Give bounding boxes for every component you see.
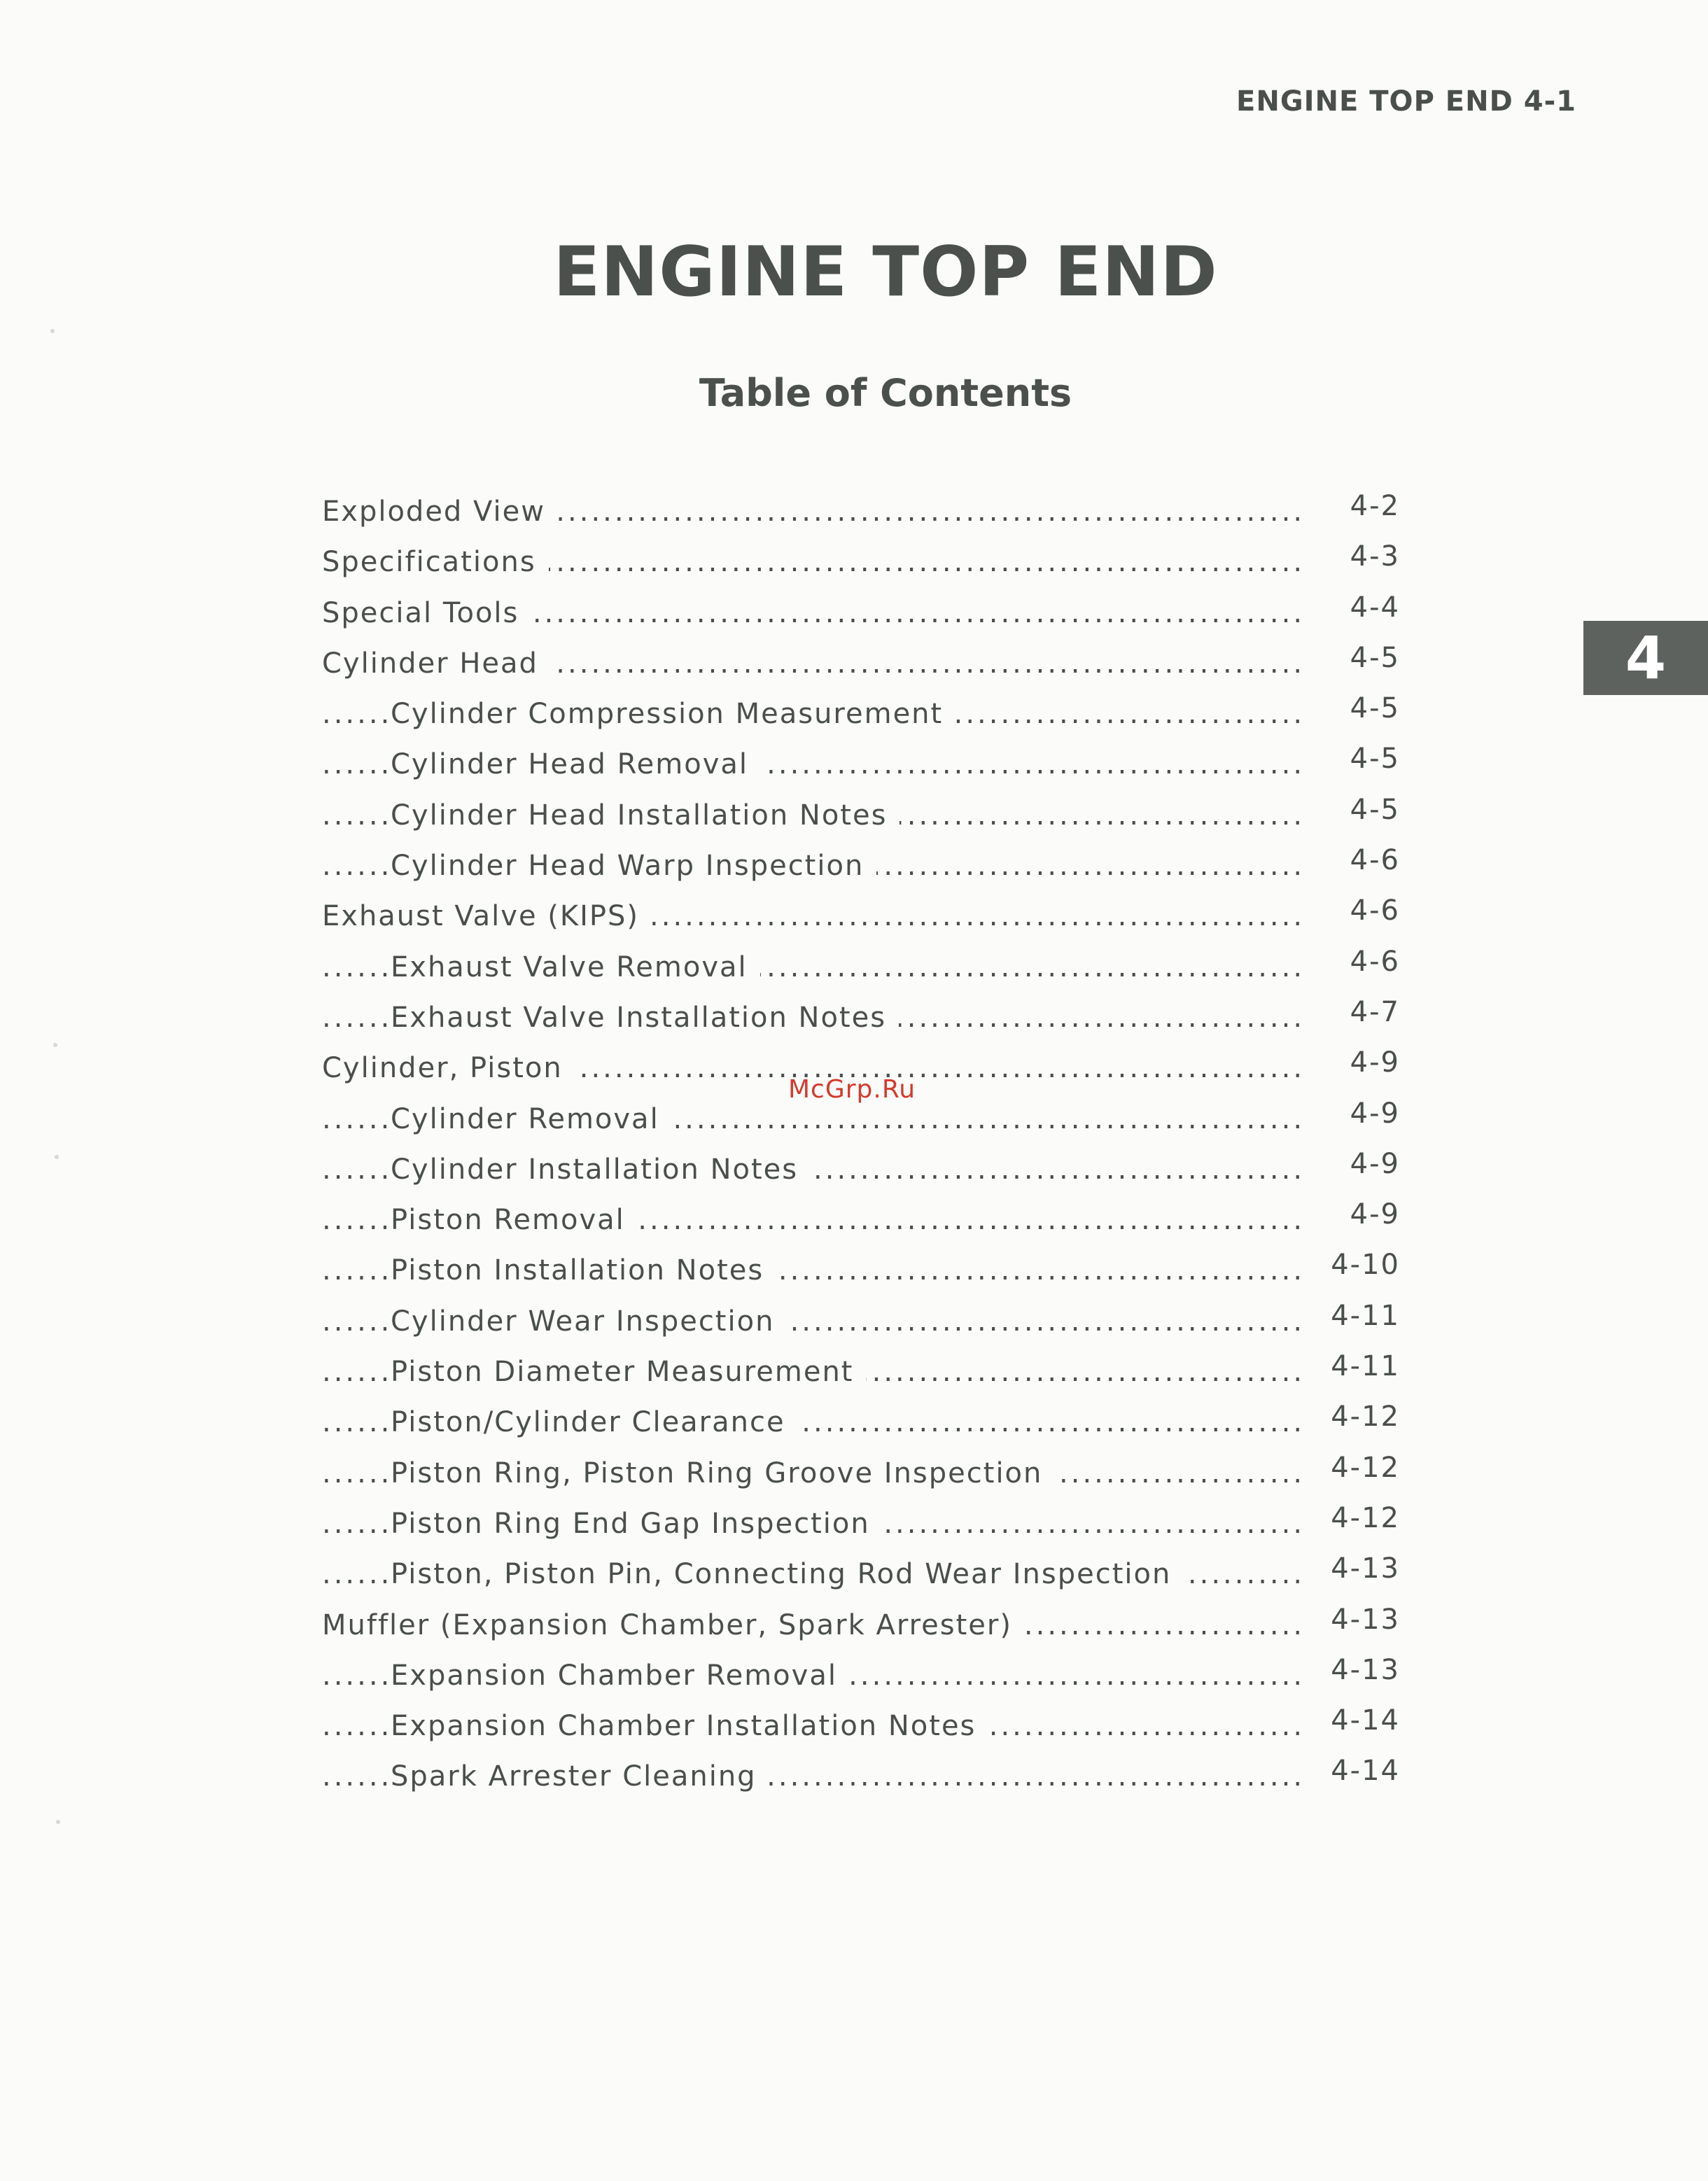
toc-entry-page: 4-12	[1331, 1501, 1400, 1534]
toc-entry	[0, 1704, 1708, 1755]
toc-entry-page: 4-7	[1350, 995, 1400, 1028]
toc-entry	[0, 642, 1708, 692]
toc-entry-page: 4-2	[1350, 490, 1400, 522]
toc-entry-label: Piston Installation Notes	[391, 1254, 776, 1286]
toc-entry	[0, 1249, 1708, 1299]
toc-entry-page: 4-12	[1331, 1401, 1400, 1433]
toc-entry-page: 4-9	[1350, 1097, 1400, 1130]
toc-entry-label: Cylinder Head	[322, 647, 551, 680]
scan-speck	[56, 1820, 60, 1824]
toc-entry	[0, 1097, 1708, 1148]
toc-entry-page: 4-5	[1350, 743, 1400, 776]
toc-entry-page: 4-13	[1331, 1653, 1400, 1686]
scan-speck	[50, 329, 55, 333]
toc-entry	[0, 1350, 1708, 1401]
toc-entry-label: Cylinder Wear Inspection	[391, 1305, 787, 1338]
toc-entry-page: 4-5	[1350, 641, 1400, 674]
toc-entry	[0, 895, 1708, 945]
page-title: ENGINE TOP END	[553, 232, 1218, 312]
toc-entry-page: 4-3	[1350, 540, 1400, 573]
toc-entry-label: Piston Removal	[391, 1204, 638, 1236]
toc-entry	[0, 1401, 1708, 1451]
toc-entry-label: Cylinder Installation Notes	[391, 1153, 811, 1186]
toc-entry-label: Exhaust Valve Removal	[391, 951, 760, 983]
toc-entry-label: Piston, Piston Pin, Connecting Rod Wear Inspection	[391, 1558, 1184, 1590]
running-header: ENGINE TOP END 4-1	[1236, 85, 1576, 118]
scan-speck	[53, 1043, 57, 1047]
toc-entry-page: 4-4	[1350, 591, 1400, 624]
toc-entry-label: Muffler (Expansion Chamber, Spark Arrester)	[322, 1609, 1025, 1641]
toc-entry	[0, 743, 1708, 793]
toc-entry	[0, 1198, 1708, 1249]
toc-entry-label: Exhaust Valve (KIPS)	[322, 900, 652, 932]
toc-entry	[0, 692, 1708, 743]
toc-entry-page: 4-11	[1331, 1350, 1400, 1383]
toc-entry-label: Piston Ring, Piston Ring Groove Inspection	[391, 1457, 1055, 1489]
toc-heading: Table of Contents	[699, 371, 1072, 415]
toc-entry-label: Cylinder Removal	[391, 1103, 672, 1135]
scan-speck	[55, 1155, 59, 1159]
toc-entry-label: Specifications	[322, 546, 549, 578]
toc-entry	[0, 1755, 1708, 1805]
toc-entry-page: 4-13	[1331, 1552, 1400, 1585]
chapter-tab: 4	[1583, 621, 1708, 695]
toc-entry	[0, 1148, 1708, 1198]
toc-entry	[0, 844, 1708, 895]
table-of-contents	[0, 490, 1708, 1806]
toc-entry	[0, 996, 1708, 1046]
toc-entry-page: 4-5	[1350, 793, 1400, 826]
toc-entry-page: 4-10	[1331, 1249, 1400, 1282]
toc-entry-label: Piston Ring End Gap Inspection	[391, 1508, 883, 1540]
toc-entry-page: 4-9	[1350, 1046, 1400, 1079]
toc-entry-page: 4-14	[1331, 1755, 1400, 1788]
toc-entry-label: Special Tools	[322, 597, 531, 629]
toc-entry-label: Exploded View	[322, 496, 558, 528]
toc-entry	[0, 591, 1708, 642]
toc-entry	[0, 946, 1708, 996]
toc-entry-page: 4-9	[1350, 1147, 1400, 1180]
toc-entry-label: Cylinder, Piston	[322, 1052, 575, 1084]
toc-entry-page: 4-12	[1331, 1451, 1400, 1484]
toc-entry-label: Cylinder Compression Measurement	[391, 698, 955, 730]
toc-entry	[0, 1604, 1708, 1654]
toc-entry-label: Expansion Chamber Removal	[391, 1660, 850, 1692]
watermark-text: McGrp.Ru	[788, 1075, 916, 1104]
toc-entry-page: 4-6	[1350, 945, 1400, 978]
toc-entry-page: 4-6	[1350, 895, 1400, 927]
toc-entry-label: Exhaust Valve Installation Notes	[391, 1002, 899, 1034]
toc-entry-page: 4-13	[1331, 1603, 1400, 1636]
toc-entry-page: 4-6	[1350, 844, 1400, 877]
toc-entry-label: Piston Diameter Measurement	[391, 1356, 866, 1388]
toc-entry	[0, 1452, 1708, 1502]
toc-entry-label: Cylinder Head Installation Notes	[391, 799, 899, 832]
toc-entry	[0, 1300, 1708, 1350]
toc-entry-label: Spark Arrester Cleaning	[391, 1760, 769, 1793]
toc-entry	[0, 540, 1708, 591]
toc-entry-page: 4-9	[1350, 1198, 1400, 1231]
toc-entry-label: Expansion Chamber Installation Notes	[391, 1710, 988, 1742]
toc-entry-label: Piston/Cylinder Clearance	[391, 1406, 798, 1438]
toc-entry-page: 4-14	[1331, 1704, 1400, 1737]
toc-entry-page: 4-11	[1331, 1299, 1400, 1332]
toc-entry	[0, 794, 1708, 844]
toc-entry-label: Cylinder Head Warp Inspection	[391, 850, 876, 882]
toc-entry	[0, 1552, 1708, 1603]
toc-entry	[0, 1502, 1708, 1552]
toc-entry	[0, 1654, 1708, 1704]
toc-entry-label: Cylinder Head Removal	[391, 748, 761, 780]
toc-entry	[0, 490, 1708, 540]
toc-entry-page: 4-5	[1350, 692, 1400, 725]
